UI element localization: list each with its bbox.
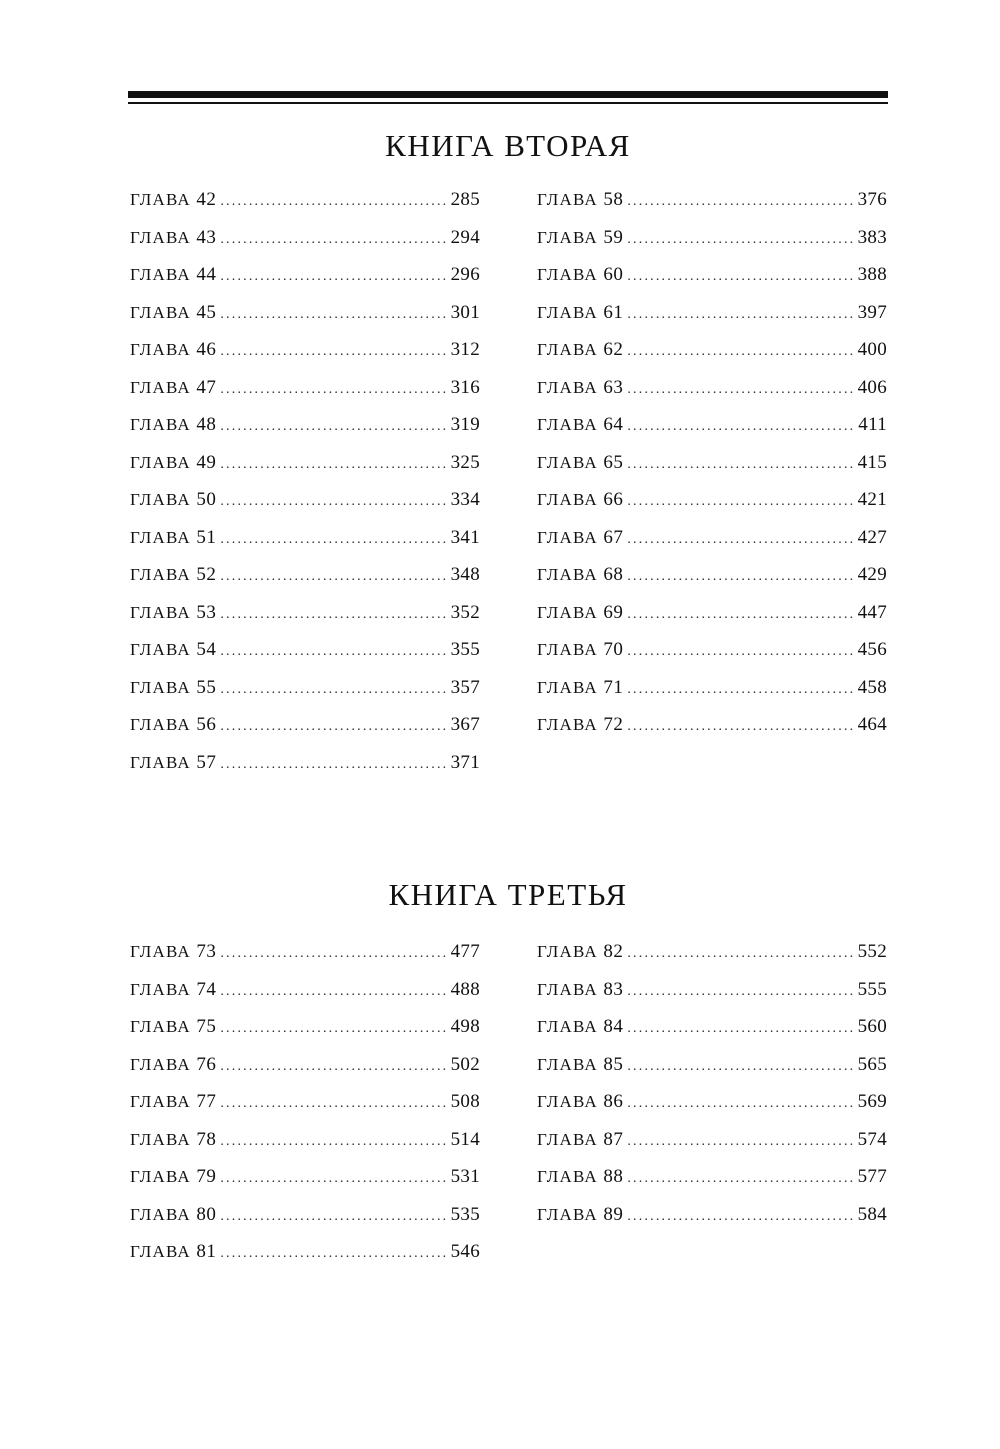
toc-dot-leader (220, 528, 448, 552)
toc-entry (130, 638, 480, 676)
toc-page-number: 514 (450, 1128, 480, 1150)
toc-chapter-number: 59 (603, 226, 624, 248)
toc-dot-leader (627, 1017, 855, 1041)
toc-chapter-number: 72 (603, 714, 624, 735)
toc-chapter-label (130, 338, 220, 362)
toc-chapter-label (130, 1240, 220, 1264)
toc-chapter-label (537, 188, 627, 212)
toc-chapter-word: ГЛАВА (537, 1204, 598, 1224)
toc-chapter-label (537, 940, 627, 964)
toc-page-number: 477 (450, 941, 480, 962)
toc-chapter-label (537, 226, 627, 250)
toc-chapter-label (130, 1128, 220, 1152)
toc-chapter-number: 47 (196, 376, 217, 398)
toc-entry (537, 226, 887, 264)
toc-page-number: 348 (450, 564, 480, 585)
toc-chapter-label (130, 526, 220, 550)
toc-chapter-number: 61 (603, 301, 624, 323)
toc-dot-leader (220, 1205, 448, 1229)
toc-chapter-number: 84 (603, 1016, 624, 1037)
toc-page-number: 406 (857, 376, 887, 398)
book-three-title: КНИГА ТРЕТЬЯ (388, 877, 628, 912)
toc-entry (537, 526, 887, 564)
toc-chapter-word: ГЛАВА (537, 602, 598, 622)
toc-chapter-word: ГЛАВА (537, 302, 598, 322)
toc-entry (537, 413, 887, 451)
toc-dot-leader (220, 265, 448, 289)
toc-chapter-number: 77 (196, 1091, 217, 1112)
toc-dot-leader (220, 303, 448, 327)
toc-chapter-word: ГЛАВА (537, 265, 598, 284)
toc-entry (130, 188, 480, 226)
toc-chapter-label (537, 563, 627, 587)
toc-chapter-number: 82 (603, 941, 624, 962)
toc-entry (537, 301, 887, 339)
toc-page-number: 498 (450, 1016, 480, 1037)
toc-page-number: 341 (450, 526, 480, 548)
toc-chapter-label (537, 601, 627, 625)
toc-chapter-label (537, 338, 627, 362)
header-rule-thick (128, 91, 888, 98)
book-three-toc-right-column (537, 940, 887, 1240)
toc-chapter-word: ГЛАВА (130, 565, 191, 584)
toc-page-number: 285 (450, 189, 480, 210)
toc-chapter-number: 43 (196, 226, 217, 248)
toc-dot-leader (220, 1055, 448, 1079)
toc-entry (130, 451, 480, 489)
toc-page-number: 421 (857, 489, 887, 510)
toc-chapter-label (130, 226, 220, 250)
toc-chapter-word: ГЛАВА (130, 377, 191, 397)
toc-dot-leader (627, 490, 855, 514)
toc-page-number: 458 (857, 676, 887, 698)
toc-chapter-label (130, 1015, 220, 1039)
toc-chapter-word: ГЛАВА (130, 1242, 191, 1261)
toc-chapter-word: ГЛАВА (537, 677, 598, 697)
toc-chapter-word: ГЛАВА (130, 415, 191, 434)
toc-chapter-label (130, 376, 220, 400)
toc-dot-leader (220, 190, 448, 214)
toc-chapter-number: 44 (196, 264, 217, 285)
toc-entry (537, 1203, 887, 1241)
toc-page-number: 569 (857, 1091, 887, 1112)
toc-dot-leader (627, 715, 855, 739)
toc-entry (130, 413, 480, 451)
toc-entry (537, 1165, 887, 1203)
toc-entry (130, 601, 480, 639)
toc-entry (130, 1128, 480, 1166)
toc-dot-leader (627, 565, 855, 589)
toc-chapter-number: 69 (603, 601, 624, 623)
toc-dot-leader (220, 1017, 448, 1041)
toc-chapter-label (130, 301, 220, 325)
toc-page-number: 319 (450, 414, 480, 435)
toc-dot-leader (627, 1092, 855, 1116)
toc-page-number: 397 (857, 301, 887, 323)
toc-dot-leader (220, 228, 448, 252)
toc-chapter-number: 70 (603, 639, 624, 660)
toc-chapter-word: ГЛАВА (130, 640, 191, 659)
toc-entry (537, 638, 887, 676)
toc-chapter-number: 74 (196, 978, 217, 1000)
toc-chapter-word: ГЛАВА (537, 527, 598, 547)
toc-chapter-number: 48 (196, 414, 217, 435)
toc-page-number: 574 (857, 1128, 887, 1150)
toc-chapter-word: ГЛАВА (537, 452, 598, 472)
toc-chapter-number: 50 (196, 489, 217, 510)
toc-entry (130, 526, 480, 564)
toc-chapter-word: ГЛАВА (537, 1129, 598, 1149)
toc-chapter-word: ГЛАВА (537, 1092, 598, 1111)
toc-dot-leader (627, 603, 855, 627)
toc-dot-leader (220, 678, 448, 702)
toc-chapter-number: 73 (196, 941, 217, 962)
toc-chapter-number: 66 (603, 489, 624, 510)
toc-chapter-word: ГЛАВА (537, 490, 598, 509)
toc-entry (130, 338, 480, 376)
toc-dot-leader (220, 490, 448, 514)
toc-chapter-label (537, 1203, 627, 1227)
toc-dot-leader (220, 1092, 448, 1116)
toc-page-number: 352 (450, 601, 480, 623)
toc-page-number: 531 (450, 1166, 480, 1187)
toc-dot-leader (220, 415, 448, 439)
toc-entry (537, 1128, 887, 1166)
toc-chapter-label (537, 713, 627, 737)
toc-chapter-label (130, 1203, 220, 1227)
toc-chapter-label (130, 676, 220, 700)
toc-chapter-label (130, 713, 220, 737)
toc-entry (130, 301, 480, 339)
toc-chapter-number: 67 (603, 526, 624, 548)
toc-chapter-number: 49 (196, 451, 217, 473)
toc-chapter-number: 55 (196, 676, 217, 698)
toc-chapter-label (537, 376, 627, 400)
toc-page-number: 355 (450, 639, 480, 660)
toc-entry (130, 1203, 480, 1241)
toc-page-number: 565 (857, 1053, 887, 1075)
toc-entry (130, 226, 480, 264)
toc-entry (130, 1240, 480, 1278)
toc-chapter-label (130, 940, 220, 964)
toc-chapter-number: 64 (603, 414, 624, 435)
toc-chapter-number: 51 (196, 526, 217, 548)
toc-chapter-number: 86 (603, 1091, 624, 1112)
toc-chapter-word: ГЛАВА (130, 752, 191, 772)
toc-chapter-word: ГЛАВА (130, 677, 191, 697)
toc-dot-leader (220, 603, 448, 627)
toc-chapter-label (130, 263, 220, 287)
toc-chapter-number: 60 (603, 264, 624, 285)
toc-chapter-number: 68 (603, 564, 624, 585)
toc-chapter-label (130, 751, 220, 775)
toc-entry (130, 1165, 480, 1203)
toc-chapter-word: ГЛАВА (130, 302, 191, 322)
toc-chapter-word: ГЛАВА (537, 340, 598, 359)
toc-chapter-word: ГЛАВА (130, 190, 191, 209)
toc-page-number: 388 (857, 264, 887, 285)
toc-page-number: 376 (857, 189, 887, 210)
toc-chapter-word: ГЛАВА (130, 715, 191, 734)
toc-chapter-word: ГЛАВА (537, 640, 598, 659)
toc-chapter-word: ГЛАВА (537, 979, 598, 999)
toc-chapter-number: 79 (196, 1166, 217, 1187)
toc-chapter-word: ГЛАВА (537, 190, 598, 209)
toc-chapter-label (130, 1090, 220, 1114)
toc-entry (537, 1090, 887, 1128)
toc-page-number: 464 (857, 714, 887, 735)
toc-chapter-number: 87 (603, 1128, 624, 1150)
toc-entry (537, 263, 887, 301)
toc-dot-leader (627, 1055, 855, 1079)
toc-page-number: 535 (450, 1203, 480, 1225)
toc-chapter-number: 88 (603, 1166, 624, 1187)
toc-page-number: 367 (450, 714, 480, 735)
toc-entry (130, 713, 480, 751)
toc-chapter-number: 78 (196, 1128, 217, 1150)
toc-chapter-number: 75 (196, 1016, 217, 1037)
toc-page-number: 383 (857, 226, 887, 248)
toc-dot-leader (627, 190, 855, 214)
toc-dot-leader (627, 340, 855, 364)
toc-chapter-word: ГЛАВА (130, 265, 191, 284)
toc-chapter-word: ГЛАВА (537, 1054, 598, 1074)
toc-page-number: 371 (450, 751, 480, 773)
toc-entry (130, 1053, 480, 1091)
toc-dot-leader (220, 640, 448, 664)
toc-chapter-label (130, 413, 220, 437)
toc-entry (537, 676, 887, 714)
toc-chapter-number: 52 (196, 564, 217, 585)
toc-entry (537, 188, 887, 226)
toc-chapter-number: 76 (196, 1053, 217, 1075)
toc-page-number: 411 (858, 414, 887, 435)
toc-chapter-word: ГЛАВА (130, 1167, 191, 1186)
toc-chapter-label (537, 1128, 627, 1152)
toc-chapter-number: 57 (196, 751, 217, 773)
toc-page-number: 312 (450, 339, 480, 360)
toc-page-number: 427 (857, 526, 887, 548)
toc-entry (130, 263, 480, 301)
book-three-toc-left-column (130, 940, 480, 1278)
toc-dot-leader (220, 980, 448, 1004)
toc-chapter-label (537, 301, 627, 325)
toc-chapter-label (537, 1165, 627, 1189)
toc-chapter-label (130, 1165, 220, 1189)
toc-page-number: 296 (450, 264, 480, 285)
toc-chapter-number: 53 (196, 601, 217, 623)
toc-chapter-label (130, 638, 220, 662)
toc-chapter-word: ГЛАВА (130, 490, 191, 509)
toc-chapter-number: 54 (196, 639, 217, 660)
toc-dot-leader (220, 378, 448, 402)
toc-dot-leader (627, 528, 855, 552)
toc-dot-leader (627, 942, 855, 966)
toc-entry (130, 563, 480, 601)
toc-chapter-label (537, 263, 627, 287)
toc-dot-leader (220, 453, 448, 477)
toc-page-number: 357 (450, 676, 480, 698)
toc-page-number: 415 (857, 451, 887, 473)
toc-chapter-label (537, 488, 627, 512)
toc-page-number: 456 (857, 639, 887, 660)
toc-dot-leader (627, 1130, 855, 1154)
toc-dot-leader (627, 303, 855, 327)
book-two-toc-left-column (130, 188, 480, 788)
toc-page-number: 447 (857, 601, 887, 623)
toc-dot-leader (627, 1205, 855, 1229)
toc-entry (130, 488, 480, 526)
toc-chapter-word: ГЛАВА (537, 377, 598, 397)
toc-chapter-number: 65 (603, 451, 624, 473)
toc-entry (130, 751, 480, 789)
toc-chapter-word: ГЛАВА (130, 1092, 191, 1111)
book-two-toc-right-column (537, 188, 887, 751)
toc-chapter-label (130, 978, 220, 1002)
toc-chapter-word: ГЛАВА (537, 565, 598, 584)
toc-page-number: 301 (450, 301, 480, 323)
toc-dot-leader (627, 1167, 855, 1191)
toc-chapter-label (130, 601, 220, 625)
toc-page-number: 294 (450, 226, 480, 248)
toc-chapter-label (537, 978, 627, 1002)
toc-entry (537, 451, 887, 489)
toc-chapter-number: 71 (603, 676, 624, 698)
header-rule-thin (128, 102, 888, 104)
toc-chapter-word: ГЛАВА (130, 527, 191, 547)
toc-dot-leader (627, 453, 855, 477)
toc-dot-leader (220, 1130, 448, 1154)
toc-entry (130, 978, 480, 1016)
toc-dot-leader (627, 378, 855, 402)
toc-chapter-label (537, 1015, 627, 1039)
toc-chapter-word: ГЛАВА (537, 227, 598, 247)
toc-chapter-label (537, 413, 627, 437)
toc-page-number: 316 (450, 376, 480, 398)
toc-chapter-number: 46 (196, 339, 217, 360)
toc-page-number: 334 (450, 489, 480, 510)
toc-page-number: 577 (857, 1166, 887, 1187)
toc-dot-leader (627, 265, 855, 289)
toc-dot-leader (627, 415, 856, 439)
toc-chapter-word: ГЛАВА (130, 979, 191, 999)
toc-dot-leader (220, 942, 448, 966)
toc-entry (537, 601, 887, 639)
toc-dot-leader (220, 753, 448, 777)
toc-chapter-number: 56 (196, 714, 217, 735)
toc-page-number: 508 (450, 1091, 480, 1112)
toc-entry (537, 940, 887, 978)
toc-chapter-word: ГЛАВА (130, 227, 191, 247)
toc-chapter-label (130, 563, 220, 587)
toc-chapter-number: 42 (196, 189, 217, 210)
toc-page-number: 546 (450, 1241, 480, 1262)
toc-page-number: 502 (450, 1053, 480, 1075)
toc-chapter-number: 85 (603, 1053, 624, 1075)
toc-entry (537, 1053, 887, 1091)
toc-entry (537, 713, 887, 751)
toc-dot-leader (220, 565, 448, 589)
toc-chapter-number: 63 (603, 376, 624, 398)
toc-page-number: 429 (857, 564, 887, 585)
toc-chapter-word: ГЛАВА (130, 1129, 191, 1149)
toc-chapter-word: ГЛАВА (130, 1204, 191, 1224)
toc-page-number: 400 (857, 339, 887, 360)
toc-entry (130, 376, 480, 414)
toc-chapter-label (537, 1090, 627, 1114)
toc-chapter-label (537, 451, 627, 475)
toc-dot-leader (220, 340, 448, 364)
toc-dot-leader (220, 1167, 448, 1191)
toc-dot-leader (627, 228, 855, 252)
toc-chapter-label (130, 451, 220, 475)
toc-chapter-word: ГЛАВА (537, 1017, 598, 1036)
toc-chapter-label (130, 188, 220, 212)
toc-chapter-number: 80 (196, 1203, 217, 1225)
toc-entry (537, 1015, 887, 1053)
toc-chapter-label (537, 676, 627, 700)
toc-chapter-word: ГЛАВА (130, 942, 191, 961)
toc-chapter-word: ГЛАВА (130, 1054, 191, 1074)
toc-chapter-label (537, 638, 627, 662)
toc-chapter-word: ГЛАВА (130, 452, 191, 472)
toc-page-number: 488 (450, 978, 480, 1000)
toc-chapter-word: ГЛАВА (130, 1017, 191, 1036)
toc-entry (130, 676, 480, 714)
toc-chapter-word: ГЛАВА (537, 1167, 598, 1186)
toc-page-number: 325 (450, 451, 480, 473)
toc-page-number: 584 (857, 1203, 887, 1225)
toc-page-number: 552 (857, 941, 887, 962)
toc-chapter-label (537, 1053, 627, 1077)
toc-chapter-number: 83 (603, 978, 624, 1000)
toc-chapter-number: 62 (603, 339, 624, 360)
toc-dot-leader (627, 980, 855, 1004)
toc-dot-leader (220, 1242, 448, 1266)
toc-chapter-number: 89 (603, 1203, 624, 1225)
toc-dot-leader (220, 715, 448, 739)
toc-chapter-word: ГЛАВА (130, 340, 191, 359)
toc-entry (537, 376, 887, 414)
toc-page-number: 560 (857, 1016, 887, 1037)
toc-dot-leader (627, 678, 855, 702)
toc-entry (537, 978, 887, 1016)
toc-chapter-word: ГЛАВА (537, 415, 598, 434)
toc-entry (130, 1015, 480, 1053)
toc-chapter-label (130, 488, 220, 512)
toc-chapter-label (130, 1053, 220, 1077)
toc-chapter-word: ГЛАВА (537, 942, 598, 961)
toc-entry (537, 488, 887, 526)
toc-dot-leader (627, 640, 855, 664)
toc-entry (537, 338, 887, 376)
toc-chapter-number: 81 (196, 1241, 217, 1262)
toc-page-number: 555 (857, 978, 887, 1000)
toc-entry (130, 940, 480, 978)
toc-chapter-word: ГЛАВА (537, 715, 598, 734)
toc-entry (130, 1090, 480, 1128)
toc-chapter-number: 58 (603, 189, 624, 210)
toc-chapter-label (537, 526, 627, 550)
toc-chapter-word: ГЛАВА (130, 602, 191, 622)
toc-entry (537, 563, 887, 601)
toc-chapter-number: 45 (196, 301, 217, 323)
book-two-title: КНИГА ВТОРАЯ (385, 128, 631, 163)
